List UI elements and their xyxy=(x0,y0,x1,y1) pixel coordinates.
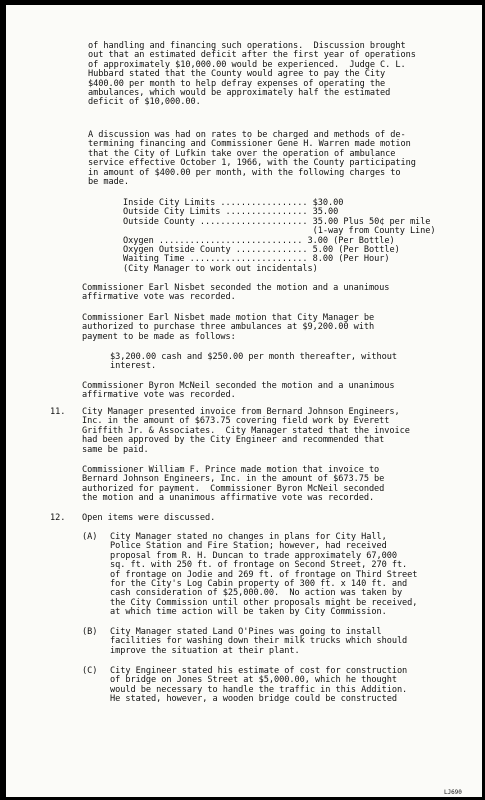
paragraph-open-items: Open items were discussed. xyxy=(82,513,216,523)
paragraph-invoice-presented: City Manager presented invoice from Bernard Johnson Engineers, Inc. in the amount of $673.75 covering field work by Everett Griffith Jr. & Associates. City Manager stated that the invoice had been approved by the City Engineer and recommended that same be paid. xyxy=(82,407,410,455)
page-mark: LJ690 xyxy=(444,789,462,796)
scan-edge-left xyxy=(0,0,6,800)
paragraph-purchase-motion: Commissioner Earl Nisbet made motion that City Manager be authorized to purchase three ambulances at $9,200.00 with payment to be made as follows: xyxy=(82,313,375,342)
sub-item-label-b: (B) xyxy=(82,627,98,637)
paragraph-nisbet-second: Commissioner Earl Nisbet seconded the motion and a unanimous affirmative vote was recorded. xyxy=(82,283,390,303)
sub-item-a-text: City Manager stated no changes in plans for City Hall, Police Station and Fire Station; however, had received proposal from R. H. Duncan to trade approximately 67,000 sq. ft. with 250 ft. of frontage on Second Street, 270 ft. of frontage on Jodie and 269 ft. of frontage on Third Street for the City's Log Cabin property of 300 ft. x 140 ft. and cash consideration of $25,000.00. No action was taken by the City Commission until other proposals might be received, at which time action will be taken by City Commission. xyxy=(110,532,418,618)
sub-item-label-c: (C) xyxy=(82,666,98,676)
item-number-11: 11. xyxy=(50,407,66,417)
item-number-12: 12. xyxy=(50,513,66,523)
paragraph-payment-terms: $3,200.00 cash and $250.00 per month thereafter, without interest. xyxy=(110,352,397,372)
sub-item-b-text: City Manager stated Land O'Pines was going to install facilities for washing down their milk trucks which should improve the situation at their plant. xyxy=(110,627,408,656)
scan-edge-top xyxy=(0,0,485,5)
paragraph-invoice-motion: Commissioner William F. Prince made motion that invoice to Bernard Johnson Engineers, Inc. in the amount of $673.75 be authorized for payment. Commissioner Byron McNeil seconded the motion and a unanimous affirmative vote was recorded. xyxy=(82,465,385,504)
paragraph-deficit-discussion: of handling and financing such operations. Discussion brought out that an estimated deficit after the first year of operations of approximately $10,000.00 would be experienced. Judge C. L. Hubbard stated that the County would agree to pay the City $400.00 per month to help defray expenses of operating the ambulances, which would be approximately half the estimated deficit of $10,000.00. xyxy=(88,41,416,108)
sub-item-c-text: City Engineer stated his estimate of cost for construction of bridge on Jones Street at $5,000.00, which he thought would be necessary to handle the traffic in this Addition. He stated, however, a wooden bridge could be constructed xyxy=(110,666,408,705)
paragraph-mcneil-second: Commissioner Byron McNeil seconded the motion and a unanimous affirmative vote was recorded. xyxy=(82,381,395,401)
sub-item-label-a: (A) xyxy=(82,532,98,542)
paragraph-ambulance-motion: A discussion was had on rates to be charged and methods of de- termining financing and Commissioner Gene H. Warren made motion that the City of Lufkin take over the operation of ambulance service effective October 1, 1966, with the County participating in amount of $400.00 per month, with the following charges to be made. xyxy=(88,130,416,188)
ambulance-rate-schedule: Inside City Limits ................. $30.00 Outside City Limits ................ 35.00 Outside County ..................... 35.00 Plus 50¢ per mile (1-way from County Line) Oxygen ............................ 3.00 (Per Bottle) Oxygen Outside County .............. 5.00 (Per Bottle) Waiting Time ....................... 8.00 (Per Hour) (City Manager to work out incidentals) xyxy=(123,198,436,274)
